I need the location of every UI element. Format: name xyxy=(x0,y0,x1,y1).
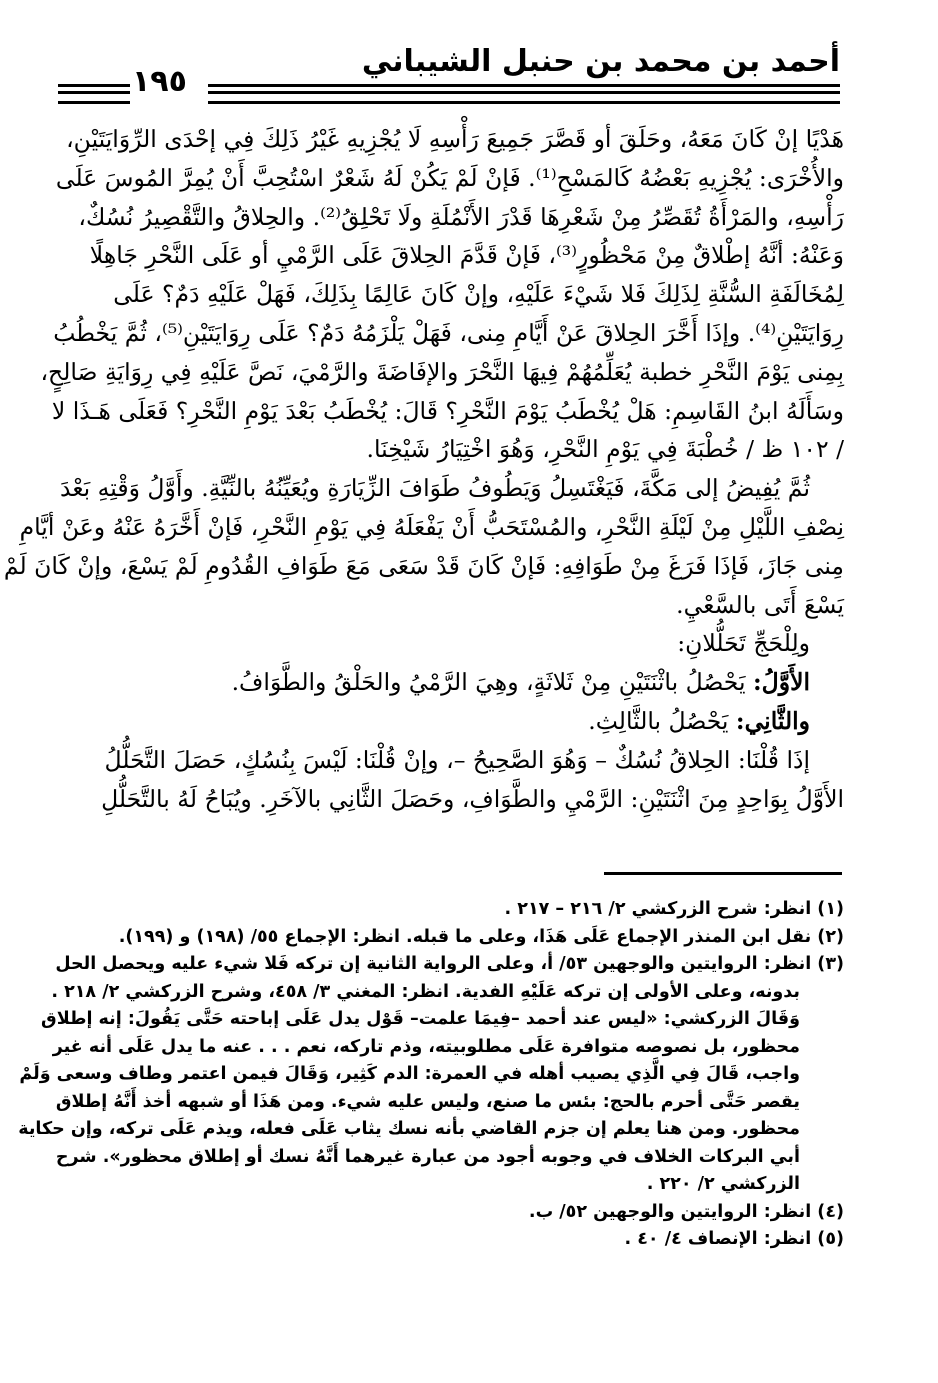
footnotes xyxy=(18,896,844,1254)
paragraph-start-line: إذَا قُلْنَا: الحِلاقُ نُسُكٌ – وَهُوَ الصَّحِيحُ –، وإنْ قُلْنَا: لَيْسَ بِنُسُكٍ، حَصَلَ التَّحَلُّلُ xyxy=(104,745,810,774)
footnote-4: (٤) انظر: الروايتين والوجهين ٥٢/ ب. xyxy=(528,1201,844,1222)
text-line: الأَوَّلُ بِوَاحِدٍ مِنَ اثْنَتَيْنِ: الرَّمْيِ والطَّوَافِ، وحَصَلَ الثَّانِي بالآخَرِ. ويُبَاحُ لَهُ بالتَّحَلُّلِ xyxy=(101,784,844,813)
footnote-3-continued: يقصر حَتَّى أحرم بالحج: بئس ما صنع، وليس عليه شيء. ومن هَذَا أو شبهه أخذ أَنَّهُ إطلاق xyxy=(55,1091,800,1112)
footnote-3-continued: أبي البركات الخلاف في وجوبه أجود من عبارة غيرهما أَنَّهُ نسك أو إطلاق محظور». شرح xyxy=(55,1146,800,1167)
text-line: هَدْيًا إنْ كَانَ مَعَهُ، وحَلَقَ أو قَصَّرَ جَمِيعَ رَأْسِهِ لَا يُجْزِيهِ غَيْرُ ذَلِكَ فِي إحْدَى الرِّوَايَتَيْنِ، xyxy=(66,125,844,153)
first-release-line xyxy=(60,663,844,702)
footnote-separator xyxy=(604,872,842,875)
text-line: رَأْسِهِ، والمَرْأَةُ تُقَصِّرُ مِنْ شَعْرِهَا قَدْرَ الأَنْمُلَةِ ولَا تَحْلِقُ⁽²⁾. والحِلاقُ والتَّقْصِيرُ نُسُكٌ، xyxy=(78,202,844,231)
footnote-5: (٥) انظر: الإنصاف ٤/ ٤٠ . xyxy=(624,1229,844,1249)
second-release-label: والثَّانِي: xyxy=(735,706,810,735)
text-line: بِمِنى يَوْمَ النَّحْرِ خطبة يُعَلِّمُهُمْ فِيهَا النَّحْرَ والإفَاضَةَ والرَّمْيَ، نَصَّ عَلَيْهِ فِي رِوَايَةِ صَالِحٍ، xyxy=(40,357,844,386)
text-line: لِمُخَالَفَةِ السُّنَّةِ لِذَلِكَ فَلا شَيْءَ عَلَيْهِ، وإنْ كَانَ عَالِمًا بِذَلِكَ، فَهَلْ عَلَيْهِ دَمٌ؟ عَلَى xyxy=(113,280,844,309)
second-release-line xyxy=(60,702,844,741)
footnote-3-continued: واجب، قَالَ فِي الَّذِي يصيب أهله في العمرة: الدم كَثِير، وَقَالَ فيمن اعتمر وطاف وسعى وَلَمْ xyxy=(19,1064,800,1084)
text-line: / ١٠٢ ظ / خُطْبَةَ فِي يَوْمِ النَّحْرِ، وَهُوَ اخْتِيَارُ شَيْخِنَا. xyxy=(366,435,844,464)
text-line: وَعَنْهُ: أنَّهُ إطْلاقٌ مِنْ مَحْظُورٍ⁽³⁾، فَإنْ قَدَّمَ الحِلاقَ عَلَى الرَّمْيِ أو عَلَى النَّحْرِ جَاهِلًا xyxy=(89,241,844,270)
header-rule xyxy=(208,84,840,104)
text-line: مِنى جَازَ، فَإذَا فَرَغَ مِنْ طَوَافِهِ: فَإنْ كَانَ قَدْ سَعَى مَعَ طَوَافِ القُدُومِ لَمْ يَسْعَ، وإنْ كَانَ لَمْ xyxy=(3,551,844,580)
page-number: ١٩٥ xyxy=(132,64,187,99)
first-release-label: الأَوَّلُ: xyxy=(752,668,810,697)
page-header xyxy=(58,40,840,102)
section-intro-line: ولِلْحَجِّ تَحَلُّلانِ: xyxy=(677,629,810,658)
first-release-text: يَحْصُلُ باثْنَتَيْنِ مِنْ ثَلاثَةٍ، وهِيَ الرَّمْيُ والحَلْقُ والطَّوَافُ. xyxy=(231,668,746,697)
text-line: رِوَايَتَيْنِ⁽⁴⁾. وإذَا أَخَّرَ الحِلاقَ عَنْ أَيَّامِ مِنى، فَهَلْ يَلْزَمُهُ دَمٌ؟ عَلَى رِوَايَتَيْنِ⁽⁵⁾، ثُمَّ يَخْطُبُ xyxy=(53,318,844,347)
text-line: والأُخْرَى: يُجْزِيهِ بَعْضُهُ كَالمَسْحِ⁽¹⁾. فَإنْ لَمْ يَكُنْ لَهُ شَعْرٌ اسْتُحِبَّ أَنْ يُمِرَّ المُوسَ عَلَى xyxy=(55,163,844,192)
footnote-2: (٢) نقل ابن المنذر الإجماع عَلَى هَذَا، وعلى ما قبله. انظر: الإجماع ٥٥/ (١٩٨) و (١٩٩). xyxy=(118,926,844,947)
header-rule-left xyxy=(58,84,130,104)
second-release-text: يَحْصُلُ بالثَّالِثِ. xyxy=(588,706,729,735)
footnote-1: (١) انظر: شرح الزركشي ٢/ ٢١٦ – ٢١٧ . xyxy=(504,899,844,919)
footnote-3-continued: وَقَالَ الزركشي: «ليس عند أحمد –فِيمَا علمت– قَوْل يدل عَلَى إباحته حَتَّى يَقُولَ: إنه إطلاق xyxy=(41,1009,800,1029)
text-line: وسَأَلَهُ ابنُ القَاسِمِ: هَلْ يُخْطَبُ يَوْمَ النَّحْرِ؟ قَالَ: يُخْطَبُ بَعْدَ يَوْمِ النَّحْرِ؟ فَعَلَى هَـذَا لا xyxy=(51,396,844,425)
paragraph-start-line: ثُمَّ يُفِيضُ إلى مَكَّةَ، فَيَغْتَسِلُ وَيَطُوفُ طَوَافَ الزِّيَارَةِ ويُعَيِّنُهُ بالنِّيَّةِ. وأَوَّلُ وَقْتِهِ بَعْدَ xyxy=(60,474,810,503)
footnote-3-continued: الزركشي ٢/ ٢٢٠ . xyxy=(646,1174,800,1194)
footnote-3-continued: محظور، بل نصوصه متوافرة عَلَى مطلوبيته، وذم تاركه، نعم . . . عنه ما يدل عَلَى أنه غير xyxy=(52,1036,800,1057)
main-text xyxy=(3,120,844,818)
footnote-3-continued: محظور. ومن هنا يعلم إن جزم القاضي بأنه نسك يثاب عَلَى فعله، ويذم عَلَى تركه، وإن حكاية xyxy=(18,1119,800,1139)
text-line: يَسْعَ أَتَى بالسَّعْيِ. xyxy=(676,590,844,619)
text-line: نِصْفِ اللَّيْلِ مِنْ لَيْلَةِ النَّحْرِ، والمُسْتَحَبُّ أَنْ يَفْعَلَهُ فِي يَوْمِ النَّحْرِ، فَإنْ أَخَّرَهُ عَنْهُ وعَنْ أيَّامِ xyxy=(19,512,844,541)
footnote-3-continued: بدونه، وعلى الأولى إن تركه عَلَيْهِ الفدية. انظر: المغني ٣/ ٤٥٨، وشرح الزركشي ٢/ ٢١٨ . xyxy=(51,981,800,1002)
running-title: أحمد بن محمد بن حنبل الشيباني xyxy=(361,44,840,79)
footnote-3: (٣) انظر: الروايتين والوجهين ٥٣/ أ، وعلى الرواية الثانية إن تركه فَلا شيء عليه ويحصل الحل xyxy=(55,954,844,974)
